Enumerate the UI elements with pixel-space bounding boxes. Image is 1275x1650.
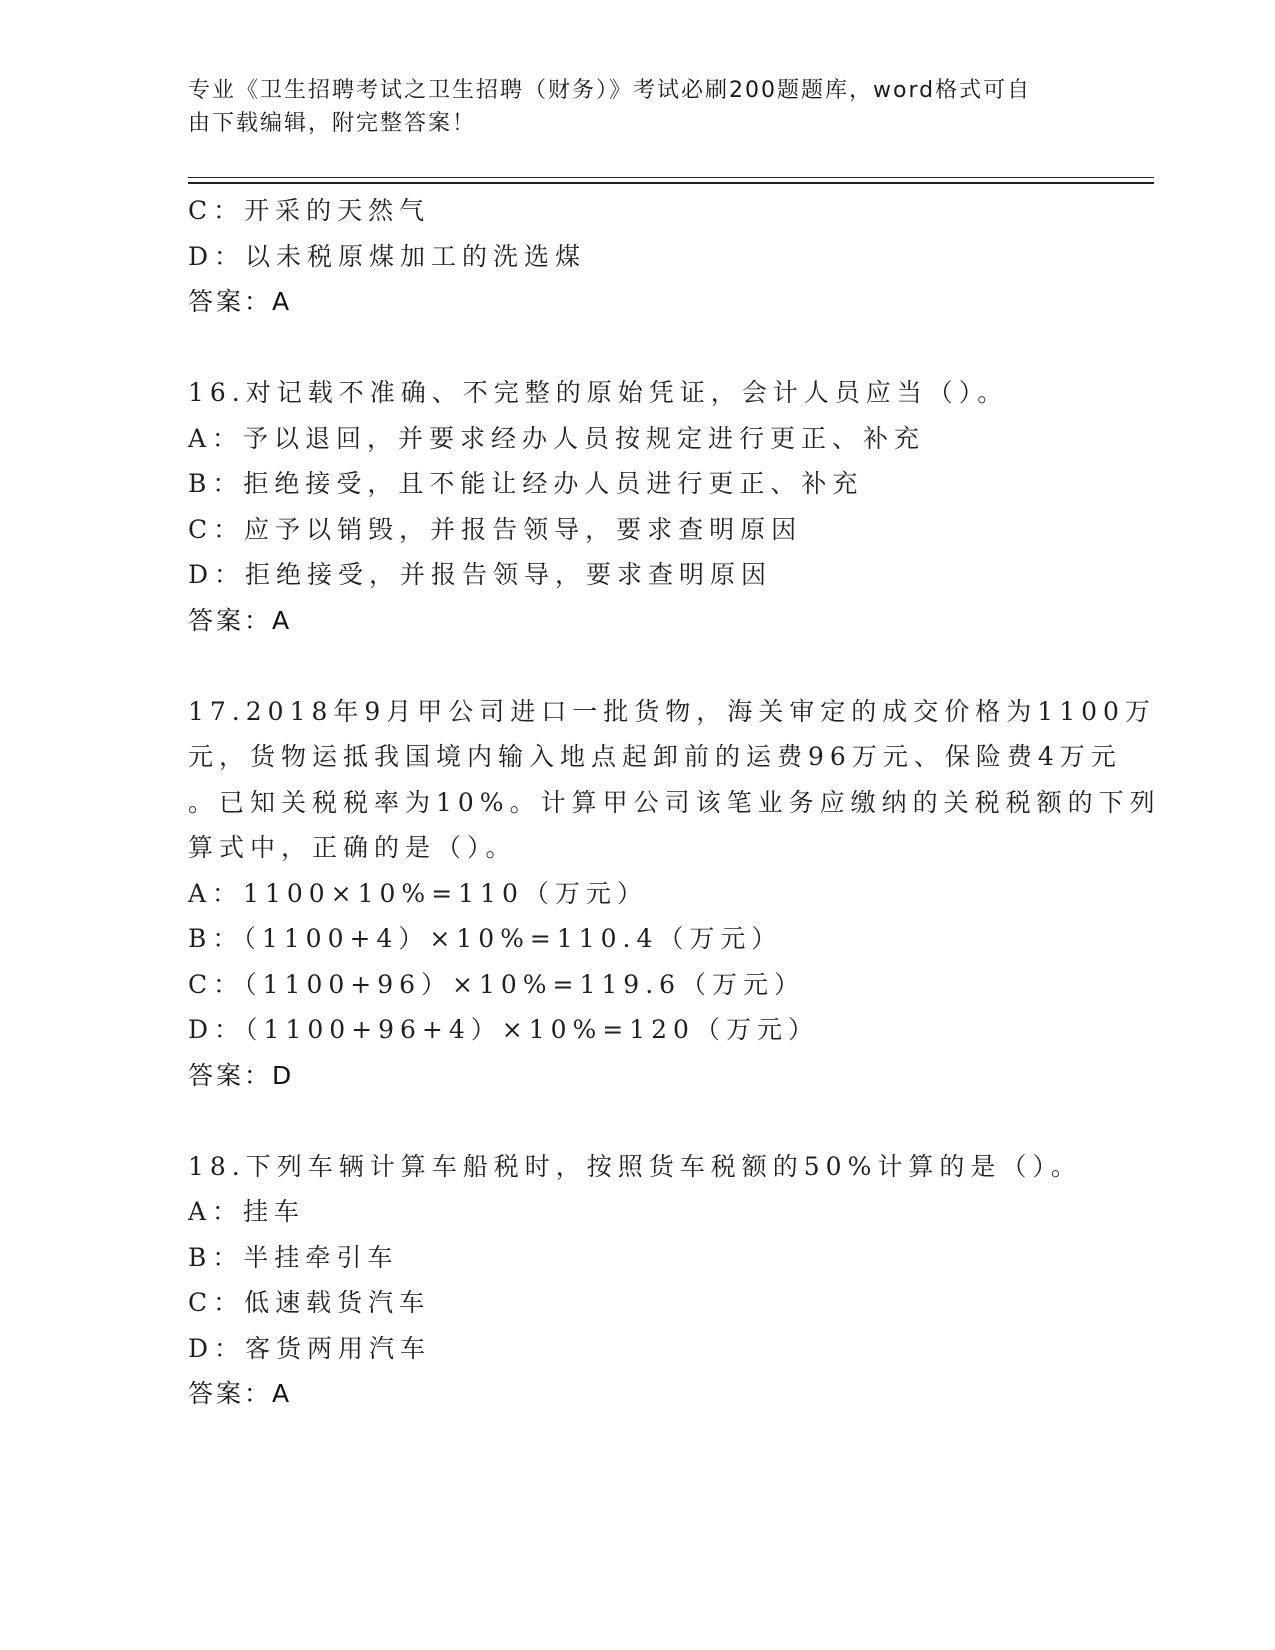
option-line: A：予以退回，并要求经办人员按规定进行更正、补充 xyxy=(188,423,926,453)
header-divider-thick xyxy=(188,182,1154,184)
option-line: B：半挂牵引车 xyxy=(188,1242,399,1272)
answer-line: 答案：D xyxy=(188,1060,295,1090)
spacer xyxy=(188,643,1088,689)
answer-line: 答案：A xyxy=(188,1379,293,1408)
option-line: D：拒绝接受，并报告领导，要求查明原因 xyxy=(188,560,773,589)
question-stem: 16.对记载不准确、不完整的原始凭证，会计人员应当（）。 xyxy=(188,378,1009,407)
option-line: A：挂车 xyxy=(188,1197,306,1226)
option-line: D：（1100+96+4）×10%=120（万元） xyxy=(188,1015,819,1044)
question-16 xyxy=(188,370,1088,643)
option-line: C：应予以销毁，并报告领导，要求查明原因 xyxy=(188,514,803,544)
option-line: B：（1100+4）×10%=110.4（万元） xyxy=(188,924,783,953)
question-18 xyxy=(188,1144,1088,1417)
spacer xyxy=(188,1098,1088,1144)
spacer xyxy=(188,325,1088,371)
carryover-block xyxy=(188,188,1088,325)
option-line: C：（1100+96）×10%=119.6（万元） xyxy=(188,969,806,999)
header-line-2: 由下载编辑，附完整答案！ xyxy=(188,111,477,136)
option-line: D：以未税原煤加工的洗选煤 xyxy=(188,241,587,271)
option-line: A：1100×10%=110（万元） xyxy=(188,878,648,908)
question-stem: 算式中，正确的是（）。 xyxy=(188,833,517,862)
question-17 xyxy=(188,689,1161,1099)
option-line: D：客货两用汽车 xyxy=(188,1333,432,1363)
document-header xyxy=(188,74,1088,140)
question-stem: 。已知关税税率为10%。计算甲公司该笔业务应缴纳的关税税额的下列 xyxy=(188,787,1161,817)
question-stem: 18.下列车辆计算车船税时，按照货车税额的50%计算的是（）。 xyxy=(188,1151,1082,1181)
header-line-1: 专业《卫生招聘考试之卫生招聘（财务）》考试必刷200题题库，word格式可自 xyxy=(188,78,1032,103)
question-content xyxy=(188,188,1161,1417)
question-stem: 元，货物运抵我国境内输入地点起卸前的运费96万元、保险费4万元 xyxy=(188,742,1122,771)
option-line: B：拒绝接受，且不能让经办人员进行更正、补充 xyxy=(188,469,864,498)
question-stem: 17.2018年9月甲公司进口一批货物，海关审定的成交价格为1100万 xyxy=(188,696,1156,726)
header-divider-thin xyxy=(188,177,1154,178)
answer-line: 答案：A xyxy=(188,287,293,316)
answer-line: 答案：A xyxy=(188,605,293,635)
option-line: C：开采的天然气 xyxy=(188,196,431,225)
option-line: C：低速载货汽车 xyxy=(188,1288,431,1317)
